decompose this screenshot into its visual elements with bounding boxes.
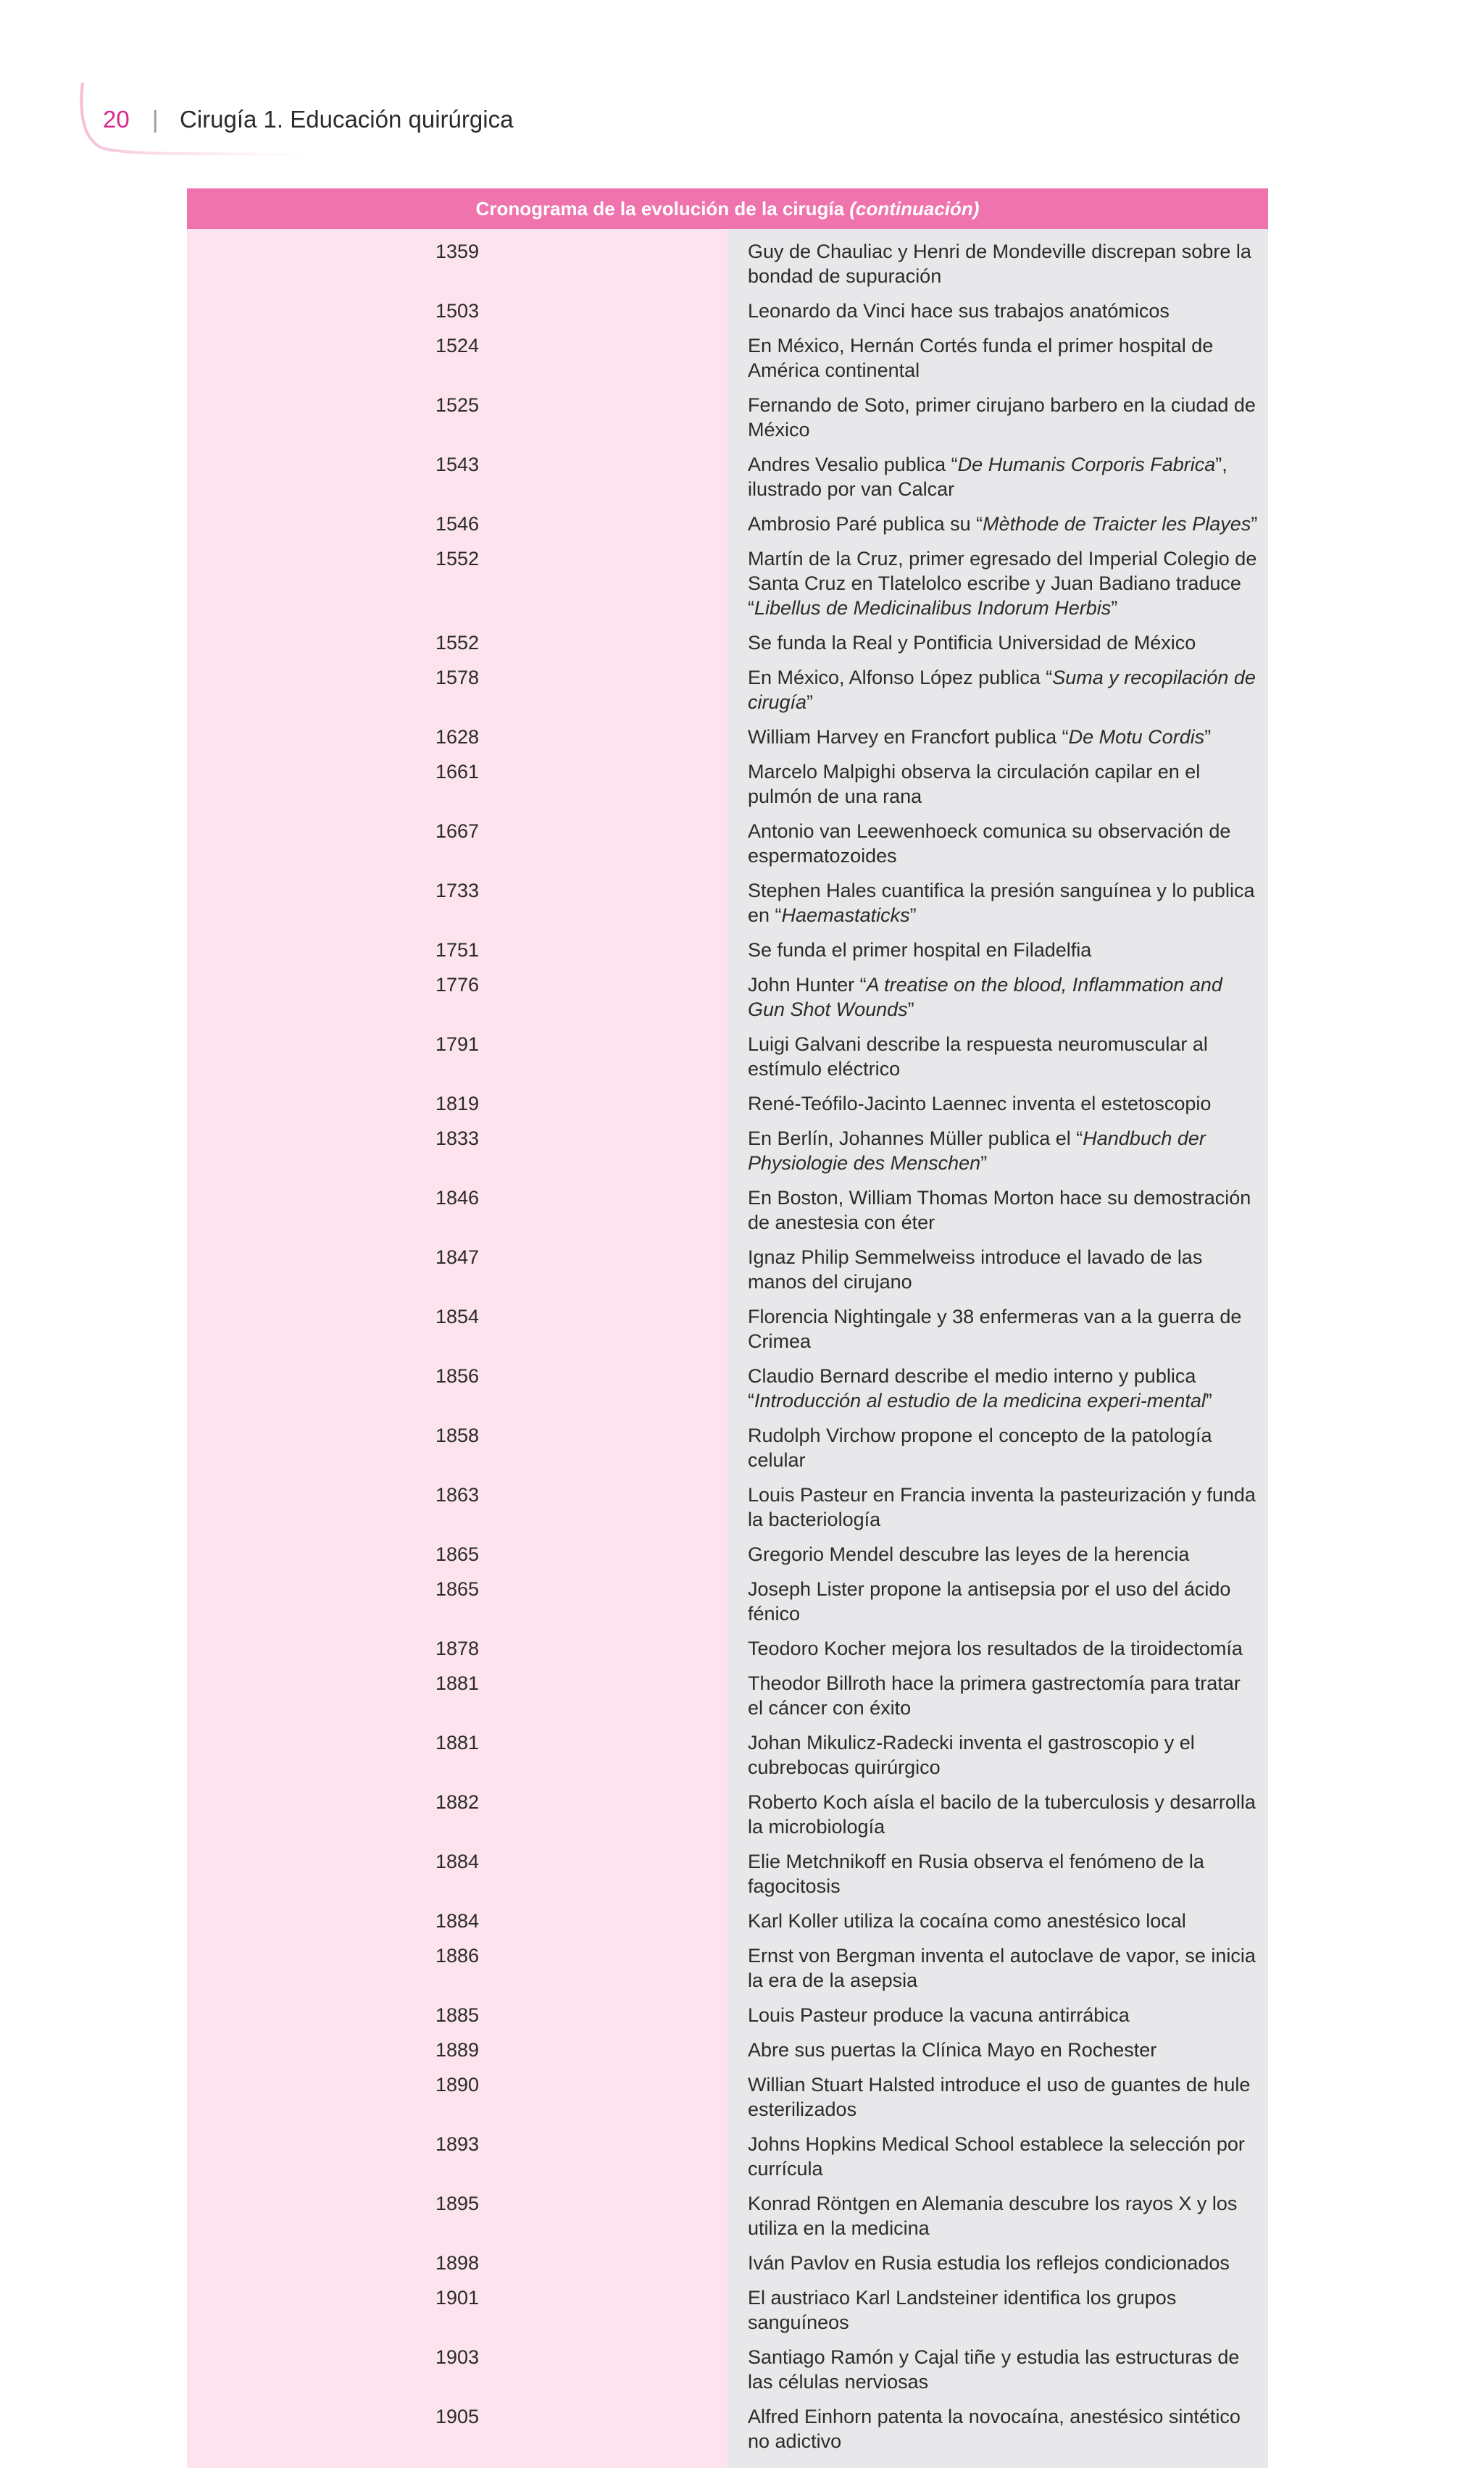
table-row bbox=[187, 2127, 1268, 2187]
row-description: Willian Stuart Halsted introduce el uso de guantes de hule esterilizados bbox=[728, 2068, 1268, 2127]
description-text: Claudio Bernard describe el medio interno y publica “ bbox=[748, 1365, 1196, 1412]
row-description: Fernando de Soto, primer cirujano barbero en la ciudad de México bbox=[728, 388, 1268, 448]
table-row bbox=[187, 1667, 1268, 1726]
description-text: Martín de la Cruz, primer egresado del Imperial Colegio de Santa Cruz en Tlatelolco escribe y Juan Badiano traduce “ bbox=[748, 548, 1257, 619]
row-year: 1552 bbox=[187, 542, 728, 626]
row-year: 1833 bbox=[187, 1122, 728, 1181]
row-description: Iván Pavlov en Rusia estudia los reflejos condicionados bbox=[728, 2246, 1268, 2281]
row-description: Johns Hopkins Medical School establece la selección por currícula bbox=[728, 2127, 1268, 2187]
row-description bbox=[728, 507, 1268, 542]
table-row bbox=[187, 626, 1268, 661]
row-year: 1661 bbox=[187, 755, 728, 814]
row-year: 1503 bbox=[187, 294, 728, 329]
table-row bbox=[187, 1572, 1268, 1632]
table-row bbox=[187, 720, 1268, 755]
table-row bbox=[187, 507, 1268, 542]
row-year: 1733 bbox=[187, 874, 728, 933]
description-text-end: ” bbox=[909, 904, 917, 926]
header-separator: | bbox=[152, 106, 159, 133]
row-year: 1546 bbox=[187, 507, 728, 542]
table-title bbox=[187, 188, 1268, 229]
description-text-end: ”, ilustrado por van Calcar bbox=[748, 454, 1227, 500]
description-text: En México, Alfonso López publica “ bbox=[748, 667, 1053, 688]
row-year: 1552 bbox=[187, 626, 728, 661]
row-description: Luigi Galvani describe la respuesta neuromuscular al estímulo eléctrico bbox=[728, 1027, 1268, 1087]
description-text-end: ” bbox=[1111, 597, 1118, 619]
table-row bbox=[187, 2340, 1268, 2400]
table-row bbox=[187, 1726, 1268, 1785]
row-year: 1893 bbox=[187, 2127, 728, 2187]
row-description: Joseph Lister propone la antisepsia por el uso del ácido fénico bbox=[728, 1572, 1268, 1632]
page-number: 20 bbox=[103, 106, 130, 133]
timeline-body bbox=[187, 229, 1268, 2468]
row-year: 1889 bbox=[187, 2033, 728, 2068]
description-text-end: ” bbox=[907, 999, 914, 1020]
description-text: William Harvey en Francfort publica “ bbox=[748, 726, 1069, 748]
description-text: Stephen Hales cuantifica la presión sanguínea y lo publica en “ bbox=[748, 880, 1255, 926]
row-description: Roberto Koch aísla el bacilo de la tuberculosis y desarrolla la microbiología bbox=[728, 1785, 1268, 1845]
table-row bbox=[187, 1027, 1268, 1087]
description-text: En Berlín, Johannes Müller publica el “ bbox=[748, 1127, 1083, 1149]
row-year: 1895 bbox=[187, 2187, 728, 2246]
publication-title: Introducción al estudio de la medicina experi-mental bbox=[754, 1390, 1206, 1412]
publication-title: Suma y recopilación de cirugía bbox=[748, 667, 1256, 713]
row-year: 1881 bbox=[187, 1667, 728, 1726]
row-description: En Boston, William Thomas Morton hace su demostración de anestesia con éter bbox=[728, 1181, 1268, 1241]
row-year: 1578 bbox=[187, 661, 728, 720]
row-description: Rudolph Virchow propone el concepto de la patología celular bbox=[728, 1419, 1268, 1478]
publication-title: Handbuch der Physiologie des Menschen bbox=[748, 1127, 1206, 1174]
publication-title: Libellus de Medicinalibus Indorum Herbis bbox=[754, 597, 1112, 619]
row-description: Florencia Nightingale y 38 enfermeras van a la guerra de Crimea bbox=[728, 1300, 1268, 1359]
row-description: Elie Metchnikoff en Rusia observa el fenómeno de la fagocitosis bbox=[728, 1845, 1268, 1904]
row-description bbox=[728, 720, 1268, 755]
table-row bbox=[187, 1122, 1268, 1181]
row-year: 1791 bbox=[187, 1027, 728, 1087]
table-row bbox=[187, 2033, 1268, 2068]
row-description: Marcelo Malpighi observa la circulación capilar en el pulmón de una rana bbox=[728, 755, 1268, 814]
table-row bbox=[187, 2068, 1268, 2127]
row-year: 1865 bbox=[187, 1538, 728, 1572]
description-text-end: ” bbox=[980, 1152, 988, 1174]
description-text-end: ” bbox=[1205, 1390, 1212, 1412]
table-row bbox=[187, 1087, 1268, 1122]
row-description: Santiago Ramón y Cajal tiñe y estudia las estructuras de las células nerviosas bbox=[728, 2340, 1268, 2400]
table-title-text: Cronograma de la evolución de la cirugía bbox=[475, 197, 845, 220]
row-year: 1882 bbox=[187, 1785, 728, 1845]
row-year: 1865 bbox=[187, 1572, 728, 1632]
publication-title: De Humanis Corporis Fabrica bbox=[957, 454, 1216, 475]
row-description bbox=[728, 1122, 1268, 1181]
timeline-table bbox=[187, 188, 1268, 2468]
table-row bbox=[187, 448, 1268, 507]
row-year: 1854 bbox=[187, 1300, 728, 1359]
table-row bbox=[187, 388, 1268, 448]
table-row bbox=[187, 1632, 1268, 1667]
table-row bbox=[187, 294, 1268, 329]
row-description: Se funda la Real y Pontificia Universidad de México bbox=[728, 626, 1268, 661]
table-row bbox=[187, 1845, 1268, 1904]
row-description bbox=[728, 542, 1268, 626]
publication-title: Mèthode de Traicter les Playes bbox=[983, 513, 1251, 535]
table-row bbox=[187, 814, 1268, 874]
table-row bbox=[187, 1785, 1268, 1845]
publication-title: Haemastaticks bbox=[781, 904, 910, 926]
description-text: Ambrosio Paré publica su “ bbox=[748, 513, 983, 535]
row-year: 1819 bbox=[187, 1087, 728, 1122]
row-year: 1847 bbox=[187, 1241, 728, 1300]
table-row bbox=[187, 1241, 1268, 1300]
row-description bbox=[728, 874, 1268, 933]
row-year: 1886 bbox=[187, 1939, 728, 1998]
description-text-end: ” bbox=[1251, 513, 1258, 535]
row-year: 1776 bbox=[187, 968, 728, 1027]
table-row bbox=[187, 2281, 1268, 2340]
table-row bbox=[187, 661, 1268, 720]
row-description: Abre sus puertas la Clínica Mayo en Rochester bbox=[728, 2033, 1268, 2068]
row-year: 1856 bbox=[187, 1359, 728, 1419]
table-row bbox=[187, 1478, 1268, 1538]
table-row bbox=[187, 1998, 1268, 2033]
row-year: 1667 bbox=[187, 814, 728, 874]
row-description bbox=[728, 661, 1268, 720]
row-description: Gregorio Mendel descubre las leyes de la herencia bbox=[728, 1538, 1268, 1572]
row-description: Theodor Billroth hace la primera gastrectomía para tratar el cáncer con éxito bbox=[728, 1667, 1268, 1726]
row-description: Konrad Röntgen en Alemania descubre los rayos X y los utiliza en la medicina bbox=[728, 2187, 1268, 2246]
table-row bbox=[187, 1904, 1268, 1939]
table-row bbox=[187, 1538, 1268, 1572]
description-text: Andres Vesalio publica “ bbox=[748, 454, 958, 475]
row-description: Karl Koller utiliza la cocaína como anestésico local bbox=[728, 1904, 1268, 1939]
table-row bbox=[187, 1300, 1268, 1359]
row-description: Antonio van Leewenhoeck comunica su observación de espermatozoides bbox=[728, 814, 1268, 874]
row-description: Johan Mikulicz-Radecki inventa el gastroscopio y el cubrebocas quirúrgico bbox=[728, 1726, 1268, 1785]
table-row bbox=[187, 1419, 1268, 1478]
chapter-title: Cirugía 1. Educación quirúrgica bbox=[180, 106, 514, 133]
row-year: 1525 bbox=[187, 388, 728, 448]
row-description bbox=[728, 968, 1268, 1027]
row-year: 1628 bbox=[187, 720, 728, 755]
row-description: Leonardo da Vinci hace sus trabajos anatómicos bbox=[728, 294, 1268, 329]
row-description: En México, Hernán Cortés funda el primer hospital de América continental bbox=[728, 329, 1268, 388]
table-row bbox=[187, 874, 1268, 933]
row-year: 1359 bbox=[187, 229, 728, 294]
table-row bbox=[187, 2187, 1268, 2246]
row-year: 1884 bbox=[187, 1845, 728, 1904]
table-row bbox=[187, 229, 1268, 294]
row-year: 1846 bbox=[187, 1181, 728, 1241]
row-year: 1863 bbox=[187, 1478, 728, 1538]
row-description: Alfred Einhorn patenta la novocaína, anestésico sintético no adictivo bbox=[728, 2400, 1268, 2468]
publication-title: De Motu Cordis bbox=[1068, 726, 1205, 748]
table-row bbox=[187, 755, 1268, 814]
table-row bbox=[187, 1181, 1268, 1241]
row-description bbox=[728, 448, 1268, 507]
table-row bbox=[187, 968, 1268, 1027]
table-row bbox=[187, 329, 1268, 388]
row-description bbox=[728, 1359, 1268, 1419]
description-text-end: ” bbox=[1204, 726, 1212, 748]
row-year: 1901 bbox=[187, 2281, 728, 2340]
row-year: 1905 bbox=[187, 2400, 728, 2468]
row-year: 1881 bbox=[187, 1726, 728, 1785]
row-year: 1543 bbox=[187, 448, 728, 507]
row-year: 1885 bbox=[187, 1998, 728, 2033]
row-description: Louis Pasteur produce la vacuna antirrábica bbox=[728, 1998, 1268, 2033]
row-description: El austriaco Karl Landsteiner identifica los grupos sanguíneos bbox=[728, 2281, 1268, 2340]
row-year: 1903 bbox=[187, 2340, 728, 2400]
page-header bbox=[0, 0, 1484, 167]
publication-title: A treatise on the blood, Inflammation and Gun Shot Wounds bbox=[748, 974, 1222, 1020]
table-row bbox=[187, 933, 1268, 968]
row-description: René-Teófilo-Jacinto Laennec inventa el estetoscopio bbox=[728, 1087, 1268, 1122]
table-title-suffix: (continuación) bbox=[849, 197, 980, 220]
table-row bbox=[187, 542, 1268, 626]
description-text: John Hunter “ bbox=[748, 974, 867, 996]
row-year: 1751 bbox=[187, 933, 728, 968]
table-row bbox=[187, 2246, 1268, 2281]
row-year: 1898 bbox=[187, 2246, 728, 2281]
row-description: Ignaz Philip Semmelweiss introduce el lavado de las manos del cirujano bbox=[728, 1241, 1268, 1300]
table-row bbox=[187, 2400, 1268, 2468]
row-description: Teodoro Kocher mejora los resultados de la tiroidectomía bbox=[728, 1632, 1268, 1667]
row-year: 1890 bbox=[187, 2068, 728, 2127]
row-year: 1878 bbox=[187, 1632, 728, 1667]
table-row bbox=[187, 1939, 1268, 1998]
row-description: Ernst von Bergman inventa el autoclave de vapor, se inicia la era de la asepsia bbox=[728, 1939, 1268, 1998]
table-row bbox=[187, 1359, 1268, 1419]
row-description: Louis Pasteur en Francia inventa la pasteurización y funda la bacteriología bbox=[728, 1478, 1268, 1538]
row-year: 1524 bbox=[187, 329, 728, 388]
row-year: 1884 bbox=[187, 1904, 728, 1939]
row-description: Guy de Chauliac y Henri de Mondeville discrepan sobre la bondad de supuración bbox=[728, 229, 1268, 294]
row-description: Se funda el primer hospital en Filadelfia bbox=[728, 933, 1268, 968]
description-text-end: ” bbox=[806, 691, 814, 713]
row-year: 1858 bbox=[187, 1419, 728, 1478]
table-header-row bbox=[187, 188, 1268, 229]
